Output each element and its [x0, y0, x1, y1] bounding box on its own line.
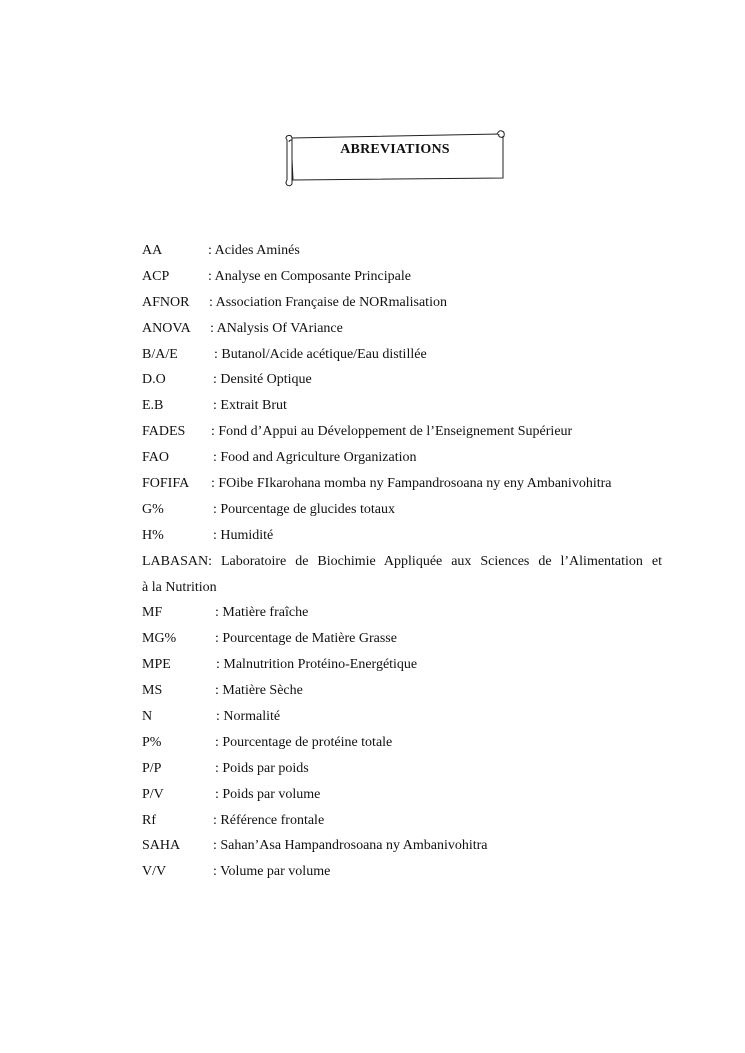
- scroll-shape: [283, 128, 507, 188]
- definition: : Analyse en Composante Principale: [208, 268, 411, 284]
- abbreviation: FOFIFA: [142, 476, 190, 492]
- list-item: [142, 342, 662, 368]
- abbreviation: MS: [142, 683, 163, 699]
- list-item: [142, 419, 662, 445]
- abbreviation: AA: [142, 243, 163, 258]
- abbreviation: SAHA: [142, 838, 181, 854]
- definition: : Pourcentage de glucides totaux: [213, 501, 395, 517]
- definition: : Poids par poids: [215, 760, 309, 776]
- list-item: [142, 238, 662, 264]
- list-item: [142, 264, 662, 290]
- abbreviation: G%: [142, 501, 164, 517]
- abbreviation: V/V: [142, 864, 167, 880]
- abbreviation: MPE: [142, 657, 171, 673]
- abbreviation: AFNOR: [142, 294, 190, 310]
- definition: : Food and Agriculture Organization: [213, 450, 417, 466]
- abbreviation: P%: [142, 734, 162, 750]
- list-item: [142, 756, 662, 782]
- definition: : Normalité: [216, 709, 281, 725]
- title-scroll-banner: [283, 128, 507, 188]
- definition: : Matière fraîche: [215, 605, 309, 621]
- abbreviation: N: [142, 709, 153, 725]
- definition: : Densité Optique: [213, 372, 312, 388]
- list-item: [142, 523, 662, 549]
- abbreviation: FADES: [142, 424, 186, 440]
- list-item: [142, 730, 662, 756]
- abbreviation: Rf: [142, 812, 156, 828]
- list-item: [142, 497, 662, 523]
- list-item: [142, 626, 662, 652]
- page-title: ABREVIATIONS: [340, 142, 450, 157]
- abbreviation: MF: [142, 605, 163, 621]
- list-item: [142, 367, 662, 393]
- list-item: [142, 704, 662, 730]
- abbreviation: ANOVA: [142, 320, 191, 336]
- definition: : Poids par volume: [215, 786, 321, 802]
- list-item-labasan-line2: à la Nutrition: [142, 579, 217, 595]
- list-item: [142, 471, 662, 497]
- definition: : Pourcentage de Matière Grasse: [215, 631, 397, 647]
- definition: : Pourcentage de protéine totale: [215, 734, 393, 750]
- list-item: [142, 652, 662, 678]
- definition: : Malnutrition Protéino-Energétique: [216, 657, 418, 673]
- list-item: [142, 808, 662, 834]
- definition: : Extrait Brut: [213, 398, 287, 414]
- definition: : Matière Sèche: [215, 683, 303, 699]
- definition: : Humidité: [213, 527, 274, 543]
- abbreviation: FAO: [142, 450, 169, 466]
- list-item: [142, 782, 662, 808]
- definition: : Volume par volume: [213, 864, 331, 880]
- definition: : Acides Aminés: [208, 243, 300, 258]
- abbreviation: D.O: [142, 372, 166, 388]
- list-item: [142, 600, 662, 626]
- list-item: [142, 316, 662, 342]
- definition: : ANalysis Of VAriance: [210, 320, 343, 336]
- abbreviations-list: [142, 238, 662, 885]
- list-item: [142, 833, 662, 859]
- definition: : Association Française de NORmalisation: [209, 294, 447, 310]
- abbreviation: P/V: [142, 786, 164, 802]
- abbreviation: ACP: [142, 268, 170, 284]
- abbreviation: E.B: [142, 398, 164, 414]
- definition: : Butanol/Acide acétique/Eau distillée: [214, 346, 427, 362]
- definition: : Sahan’Asa Hampandrosoana ny Ambanivohitra: [213, 838, 488, 854]
- abbreviation: MG%: [142, 631, 177, 647]
- abbreviation: H%: [142, 527, 164, 543]
- list-item-labasan-line1: LABASAN: Laboratoire de Biochimie Appliquée aux Sciences de l’Alimentation et: [142, 553, 662, 569]
- definition: : Référence frontale: [213, 812, 325, 828]
- list-item: [142, 678, 662, 704]
- list-item: [142, 393, 662, 419]
- abbreviation: B/A/E: [142, 346, 178, 362]
- list-item: [142, 859, 662, 885]
- list-item: [142, 445, 662, 471]
- list-item: [142, 290, 662, 316]
- definition: : FOibe FIkarohana momba ny Fampandrosoana ny eny Ambanivohitra: [211, 476, 612, 492]
- definition: : Fond d’Appui au Développement de l’Enseignement Supérieur: [211, 424, 573, 440]
- abbreviation: P/P: [142, 760, 162, 776]
